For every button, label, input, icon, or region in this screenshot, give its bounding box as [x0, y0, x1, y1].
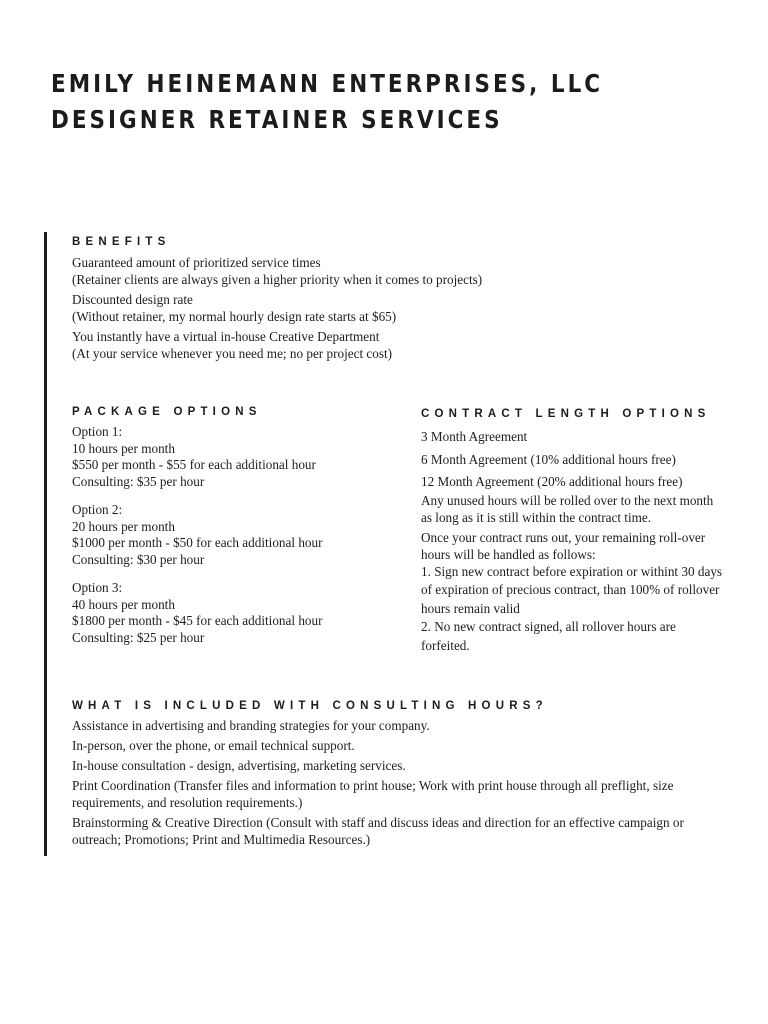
option-price: $1000 per month - $50 for each additional hour: [72, 535, 323, 550]
option-hours: 40 hours per month: [72, 596, 175, 612]
consulting-item: Brainstorming & Creative Direction (Consult with staff and discuss ideas and direction for an effective campaign or outreach; Promotions; Print and Multimedia Resources.): [72, 815, 684, 847]
consulting-item: Assistance in advertising and branding strategies for your company.: [72, 718, 430, 733]
option-consulting: Consulting: $25 per hour: [72, 629, 205, 645]
benefit-note: (At your service whenever you need me; no per project cost): [72, 346, 393, 361]
benefit-line: Discounted design rate: [72, 292, 193, 307]
consulting-item: In-person, over the phone, or email technical support.: [72, 738, 355, 753]
package-option: [72, 502, 323, 568]
agreement-option: 12 Month Agreement (20% additional hours free): [421, 474, 683, 489]
agreement-option: 3 Month Agreement: [421, 429, 528, 444]
package-option: [72, 424, 323, 490]
benefit-line: Guaranteed amount of prioritized service times: [72, 255, 321, 270]
document-subtitle: DESIGNER RETAINER SERVICES: [51, 105, 503, 134]
rollover-rule-1: 1. Sign new contract before expiration or withint 30 days of expiration of precious contract, than 100% of rollover hours remain valid: [421, 563, 723, 616]
option-consulting: Consulting: $30 per hour: [72, 551, 205, 567]
consulting-hours-section: [72, 700, 732, 851]
consulting-hours-heading: WHAT IS INCLUDED WITH CONSULTING HOURS?: [72, 700, 548, 712]
document-title: [51, 66, 603, 138]
benefit-line: You instantly have a virtual in-house Creative Department: [72, 329, 380, 344]
benefits-heading: BENEFITS: [72, 236, 171, 248]
option-consulting: Consulting: $35 per hour: [72, 473, 205, 489]
benefit-note: (Without retainer, my normal hourly design rate starts at $65): [72, 309, 397, 324]
contract-length-heading: CONTRACT LENGTH OPTIONS: [421, 408, 711, 420]
consulting-item: Print Coordination (Transfer files and information to print house; Work with print house through all preflight, size requirements, and resolution requirements.): [72, 778, 674, 810]
contract-length-section: [421, 408, 726, 655]
option-name: Option 2:: [72, 502, 123, 517]
benefit-note: (Retainer clients are always given a higher priority when it comes to projects): [72, 272, 483, 287]
option-hours: 20 hours per month: [72, 518, 175, 534]
left-accent-rule: [44, 232, 47, 856]
package-options-heading: PACKAGE OPTIONS: [72, 406, 262, 418]
option-name: Option 3:: [72, 580, 123, 595]
benefits-section: [72, 236, 482, 362]
consulting-item: In-house consultation - design, advertising, marketing services.: [72, 758, 406, 773]
contract-end-intro: Once your contract runs out, your remaining roll-over hours will be handled as follows:: [421, 529, 706, 562]
option-hours: 10 hours per month: [72, 440, 175, 456]
package-option: [72, 580, 323, 646]
rollover-policy: Any unused hours will be rolled over to the next month as long as it is still within the contract time.: [421, 492, 714, 525]
option-price: $550 per month - $55 for each additional hour: [72, 457, 316, 472]
package-options-section: [72, 406, 323, 658]
rollover-rule-2: 2. No new contract signed, all rollover hours are forfeited.: [421, 619, 676, 653]
company-name: EMILY HEINEMANN ENTERPRISES, LLC: [51, 69, 604, 98]
agreement-option: 6 Month Agreement (10% additional hours free): [421, 451, 676, 467]
option-price: $1800 per month - $45 for each additional hour: [72, 613, 323, 628]
option-name: Option 1:: [72, 424, 123, 439]
